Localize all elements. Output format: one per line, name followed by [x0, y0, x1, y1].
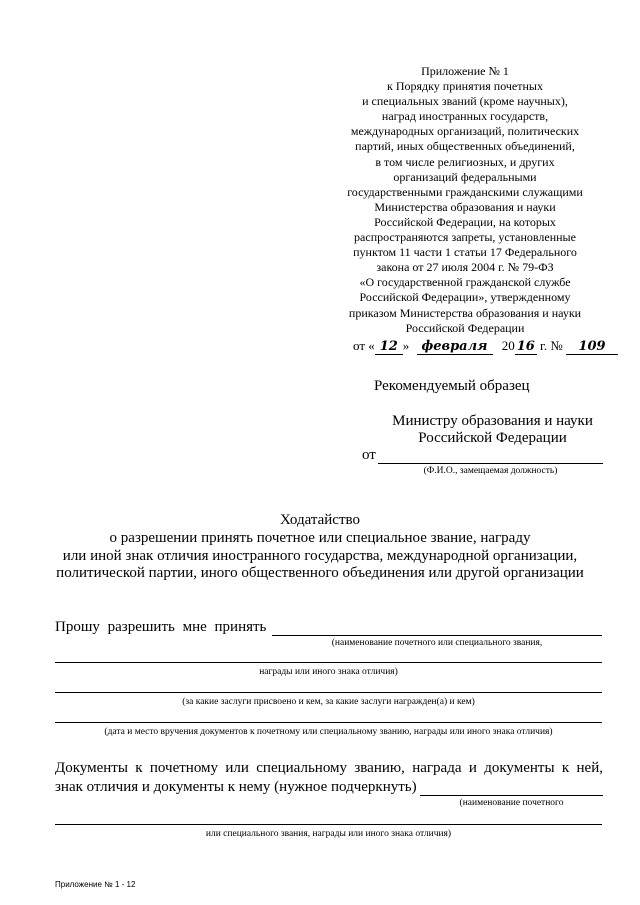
- appendix-line: распространяются запреты, установленные: [354, 230, 576, 245]
- documents-caption: (наименование почетного: [459, 798, 564, 808]
- appendix-line: Приложение № 1: [421, 64, 509, 78]
- date-year-prefix: 20: [501, 338, 515, 353]
- recommended-sample-label: Рекомендуемый образец: [374, 378, 530, 394]
- order-date-line: [353, 338, 618, 355]
- documents-caption-continued: или специального звания, награды или иного знака отличия): [205, 829, 452, 839]
- documents-line: знак отличия и документы к нему (нужное подчеркнуть): [55, 779, 417, 795]
- appendix-line: Российской Федерации, на которых: [374, 214, 556, 229]
- appendix-line: приказом Министерства образования и науки: [348, 305, 582, 320]
- appendix-line: к Порядку принятия почетных: [387, 79, 543, 94]
- addressee: [355, 413, 630, 447]
- date-day: 12: [375, 340, 403, 355]
- award-name-caption: (наименование почетного или специального звания,: [331, 638, 543, 648]
- date-prefix: от «: [353, 338, 375, 353]
- petition-subtitle-line: политической партии, иного общественного объединения или другой организации: [56, 565, 584, 581]
- page-footer: Приложение № 1 - 12: [55, 880, 136, 889]
- appendix-line: государственными гражданскими служащими: [347, 184, 583, 199]
- addressee-line: Российской Федерации: [418, 430, 567, 446]
- appendix-line: Российской Федерации», утвержденному: [359, 290, 571, 305]
- documents-line: Документы к почетному или специальному званию, награда и документы к ней,: [55, 760, 603, 776]
- appendix-line: международных организаций, политических: [350, 124, 580, 139]
- appendix-line: Российской Федерации: [405, 320, 525, 335]
- appendix-line: закона от 27 июля 2004 г. № 79-ФЗ: [376, 260, 554, 275]
- appendix-header: [300, 64, 630, 336]
- appendix-line: и специальных званий (кроме научных),: [362, 94, 568, 109]
- appendix-line: наград иностранных государств,: [381, 109, 549, 124]
- appendix-line: организаций федеральными: [393, 169, 537, 184]
- from-caption: (Ф.И.О., замещаемая должность): [423, 466, 558, 476]
- merits-field-line[interactable]: [55, 680, 602, 693]
- delivery-caption: (дата и место вручения документов к почетному или специальному званию, награды или иного знака отличия): [104, 727, 553, 737]
- petition-subtitle-line: о разрешении принять почетное или специальное звание, награду: [109, 530, 531, 546]
- petition-title: Ходатайство: [280, 512, 360, 528]
- from-label: от: [362, 447, 376, 463]
- from-field-line[interactable]: [378, 447, 603, 464]
- appendix-line: «О государственной гражданской службе: [359, 275, 571, 290]
- documents-paragraph: [55, 760, 603, 777]
- date-number-label: г. №: [540, 338, 563, 353]
- order-number: 109: [566, 340, 618, 355]
- date-year-suffix: 16: [516, 339, 535, 354]
- request-text: Прошу разрешить мне принять: [55, 619, 267, 635]
- merits-caption: (за какие заслуги присвоено и кем, за какие заслуги награжден(а) и кем): [182, 697, 475, 707]
- documents-field-line[interactable]: [420, 779, 603, 796]
- date-month: февраля: [417, 340, 493, 355]
- award-name-field-line[interactable]: [272, 619, 602, 636]
- delivery-field-line[interactable]: [55, 710, 602, 723]
- award-name-field-line-2[interactable]: [55, 650, 602, 663]
- appendix-line: пунктом 11 части 1 статьи 17 Федерального: [353, 245, 577, 260]
- petition-subtitle-line: или иной знак отличия иностранного государства, международной организации,: [62, 547, 578, 564]
- appendix-line: в том числе религиозных, и других: [375, 154, 555, 169]
- addressee-line: Министру образования и науки: [392, 413, 593, 429]
- appendix-line: партий, иных общественных объединений,: [355, 139, 575, 154]
- date-quote-close: »: [402, 338, 410, 353]
- petition-subtitle: [20, 530, 620, 583]
- award-caption-continued: награды или иного знака отличия): [259, 667, 398, 677]
- documents-field-line-2[interactable]: [55, 812, 602, 825]
- appendix-line: Министерства образования и науки: [374, 199, 556, 214]
